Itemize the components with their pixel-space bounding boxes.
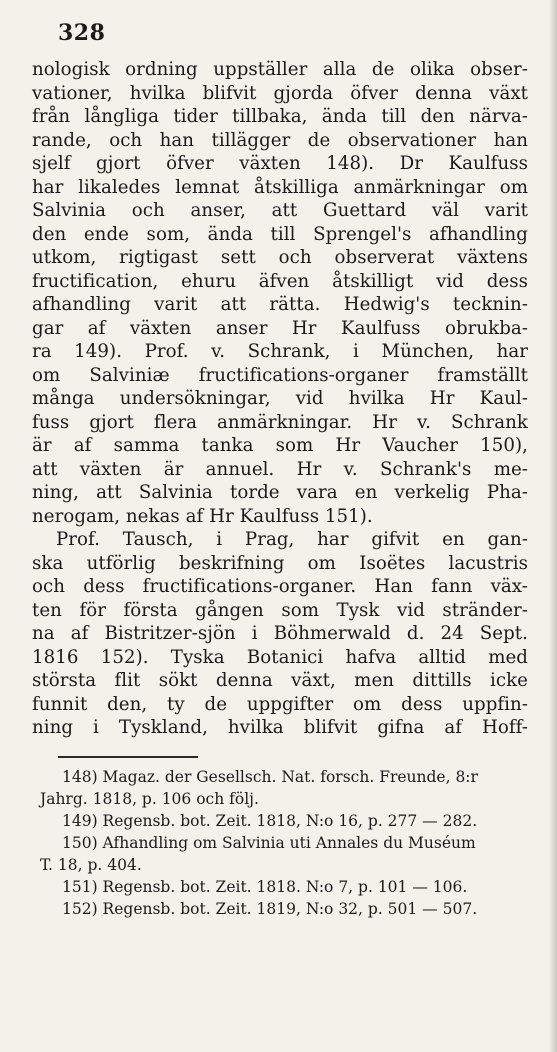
- footnote-line: 148) Magaz. der Gesellsch. Nat. forsch. Freunde, 8:r: [62, 768, 478, 786]
- footnote-line: 149) Regensb. bot. Zeit. 1818, N:o 16, p. 277 — 282.: [62, 812, 478, 830]
- body-line: många undersökningar, vid hvilka Hr Kaul-: [32, 388, 528, 409]
- body-line: utkom, rigtigast sett och observerat växtens: [32, 247, 528, 268]
- footnote-line: Jahrg. 1818, p. 106 och följ.: [40, 790, 259, 808]
- body-line: ning, att Salvinia torde vara en verkelig Pha-: [32, 482, 528, 503]
- body-line: 1816 152). Tyska Botanici hafva alltid med: [32, 646, 528, 668]
- body-line: ning i Tyskland, hvilka blifvit gifna af Hoff-: [32, 717, 528, 738]
- body-line: ska utförlig beskrifning om Isoëtes lacustris: [32, 552, 528, 574]
- body-line: na af Bistritzer-sjön i Böhmerwald d. 24 Sept.: [32, 623, 528, 644]
- body-line: funnit den, ty de uppgifter om dess uppfin-: [32, 693, 528, 715]
- body-line: nologisk ordning uppställer alla de olika obser-: [32, 59, 528, 80]
- body-line: den ende som, ända till Sprengel's afhandling: [32, 223, 528, 245]
- body-line: fructification, ehuru äfven åtskilligt vid dess: [32, 270, 528, 292]
- body-line: har likaledes lemnat åtskilliga anmärkningar om: [32, 176, 528, 198]
- body-line: gar af växten anser Hr Kaulfuss obrukba-: [32, 317, 528, 339]
- body-line: och dess fructifications-organer. Han fann väx-: [32, 576, 528, 597]
- page-number: 328: [58, 20, 106, 46]
- body-line: sjelf gjort öfver växten 148). Dr Kaulfuss: [32, 153, 528, 174]
- page-edge-shadow: [549, 0, 557, 1052]
- body-line: rande, och han tillägger de observationer han: [32, 129, 528, 151]
- body-line: från långliga tider tillbaka, ända till den närva-: [32, 106, 528, 127]
- body-line: är af samma tanka som Hr Vaucher 150),: [32, 435, 528, 456]
- body-line: största flit sökt denna växt, men dittills icke: [32, 670, 528, 691]
- footnote-line: T. 18, p. 404.: [40, 856, 142, 874]
- footnote-line: 151) Regensb. bot. Zeit. 1818. N:o 7, p. 101 — 106.: [62, 878, 468, 896]
- footnote-divider: [58, 756, 198, 758]
- body-line: vationer, hvilka blifvit gjorda öfver denna växt: [32, 82, 528, 104]
- body-line: ten för första gången som Tysk vid stränder-: [32, 599, 528, 621]
- footnote-line: 152) Regensb. bot. Zeit. 1819, N:o 32, p. 501 — 507.: [62, 900, 478, 918]
- body-line: Salvinia och anser, att Guettard väl varit: [32, 200, 528, 221]
- body-line: ra 149). Prof. v. Schrank, i München, har: [32, 341, 528, 362]
- body-line: om Salviniæ fructifications-organer framställt: [32, 364, 528, 386]
- footnotes: [40, 766, 528, 920]
- footnote-line: 150) Afhandling om Salvinia uti Annales du Muséum: [62, 834, 476, 852]
- body-line: att växten är annuel. Hr v. Schrank's me-: [32, 458, 528, 480]
- body-text: [32, 58, 528, 740]
- body-line: afhandling varit att rätta. Hedwig's tecknin-: [32, 294, 528, 315]
- body-line: Prof. Tausch, i Prag, har gifvit en gan-: [56, 529, 528, 550]
- body-line: nerogam, nekas af Hr Kaulfuss 151).: [32, 505, 373, 527]
- body-line: fuss gjort flera anmärkningar. Hr v. Schrank: [32, 411, 528, 433]
